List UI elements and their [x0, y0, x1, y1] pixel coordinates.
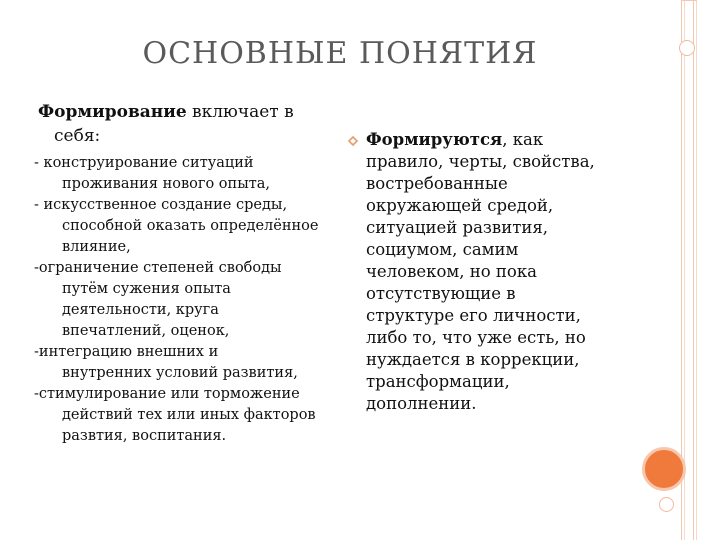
paragraph-line: окружающей средой, — [366, 196, 554, 215]
list-line: влияние, — [62, 239, 131, 255]
frame-line — [693, 0, 694, 540]
paragraph-line: трансформации, — [366, 372, 510, 391]
list-line: впечатлений, оценок, — [62, 323, 230, 339]
list-line: путём сужения опыта — [62, 281, 231, 297]
frame-line — [696, 0, 697, 540]
paragraph-line: социумом, самим — [366, 240, 519, 259]
list-line: проживания нового опыта, — [62, 176, 271, 192]
left-list — [34, 153, 354, 447]
decor-circle-small-bottom — [659, 497, 674, 512]
decor-circle-small-top — [679, 40, 695, 56]
frame-top — [681, 0, 697, 1]
list-line: внутренних условий развития, — [62, 365, 298, 381]
decor-circle-orange — [642, 447, 686, 491]
lead-rest: включает в — [186, 102, 294, 122]
list-line: -интеграцию внешних и — [34, 344, 219, 360]
list-line: -ограничение степеней свободы — [34, 260, 282, 276]
list-line: развтия, воспитания. — [62, 428, 227, 444]
lead-bold-term: Формирование — [38, 102, 187, 122]
paragraph-line: либо то, что уже есть, но — [366, 328, 586, 347]
list-line: -стимулирование или торможение — [34, 386, 300, 402]
paragraph-line: структуре его личности, — [366, 306, 581, 325]
diamond-outline-icon — [347, 135, 359, 147]
paragraph-line: человеком, но пока — [366, 262, 537, 281]
list-line: - искусственное создание среды, — [34, 197, 288, 213]
slide-title: ОСНОВНЫЕ ПОНЯТИЯ — [142, 36, 538, 71]
paragraph-line: правило, черты, свойства, — [366, 152, 595, 171]
list-line: способной оказать определённое — [62, 218, 319, 234]
right-first-line — [366, 129, 646, 151]
list-line: действий тех или иных факторов — [62, 407, 316, 423]
list-line: - конструирование ситуаций — [34, 155, 254, 171]
right-first-rest: , как — [502, 130, 544, 149]
paragraph-line: дополнении. — [366, 394, 477, 413]
lead-line2: себя: — [54, 126, 101, 146]
list-line: деятельности, круга — [62, 302, 219, 318]
right-paragraph — [366, 129, 646, 415]
paragraph-line: нуждается в коррекции, — [366, 350, 580, 369]
paragraph-line: востребованные — [366, 174, 508, 193]
right-bold-term: Формируются — [366, 130, 503, 149]
frame-line — [684, 0, 685, 540]
paragraph-line: ситуацией развития, — [366, 218, 548, 237]
left-lead — [38, 100, 328, 148]
paragraph-line: отсутствующие в — [366, 284, 516, 303]
